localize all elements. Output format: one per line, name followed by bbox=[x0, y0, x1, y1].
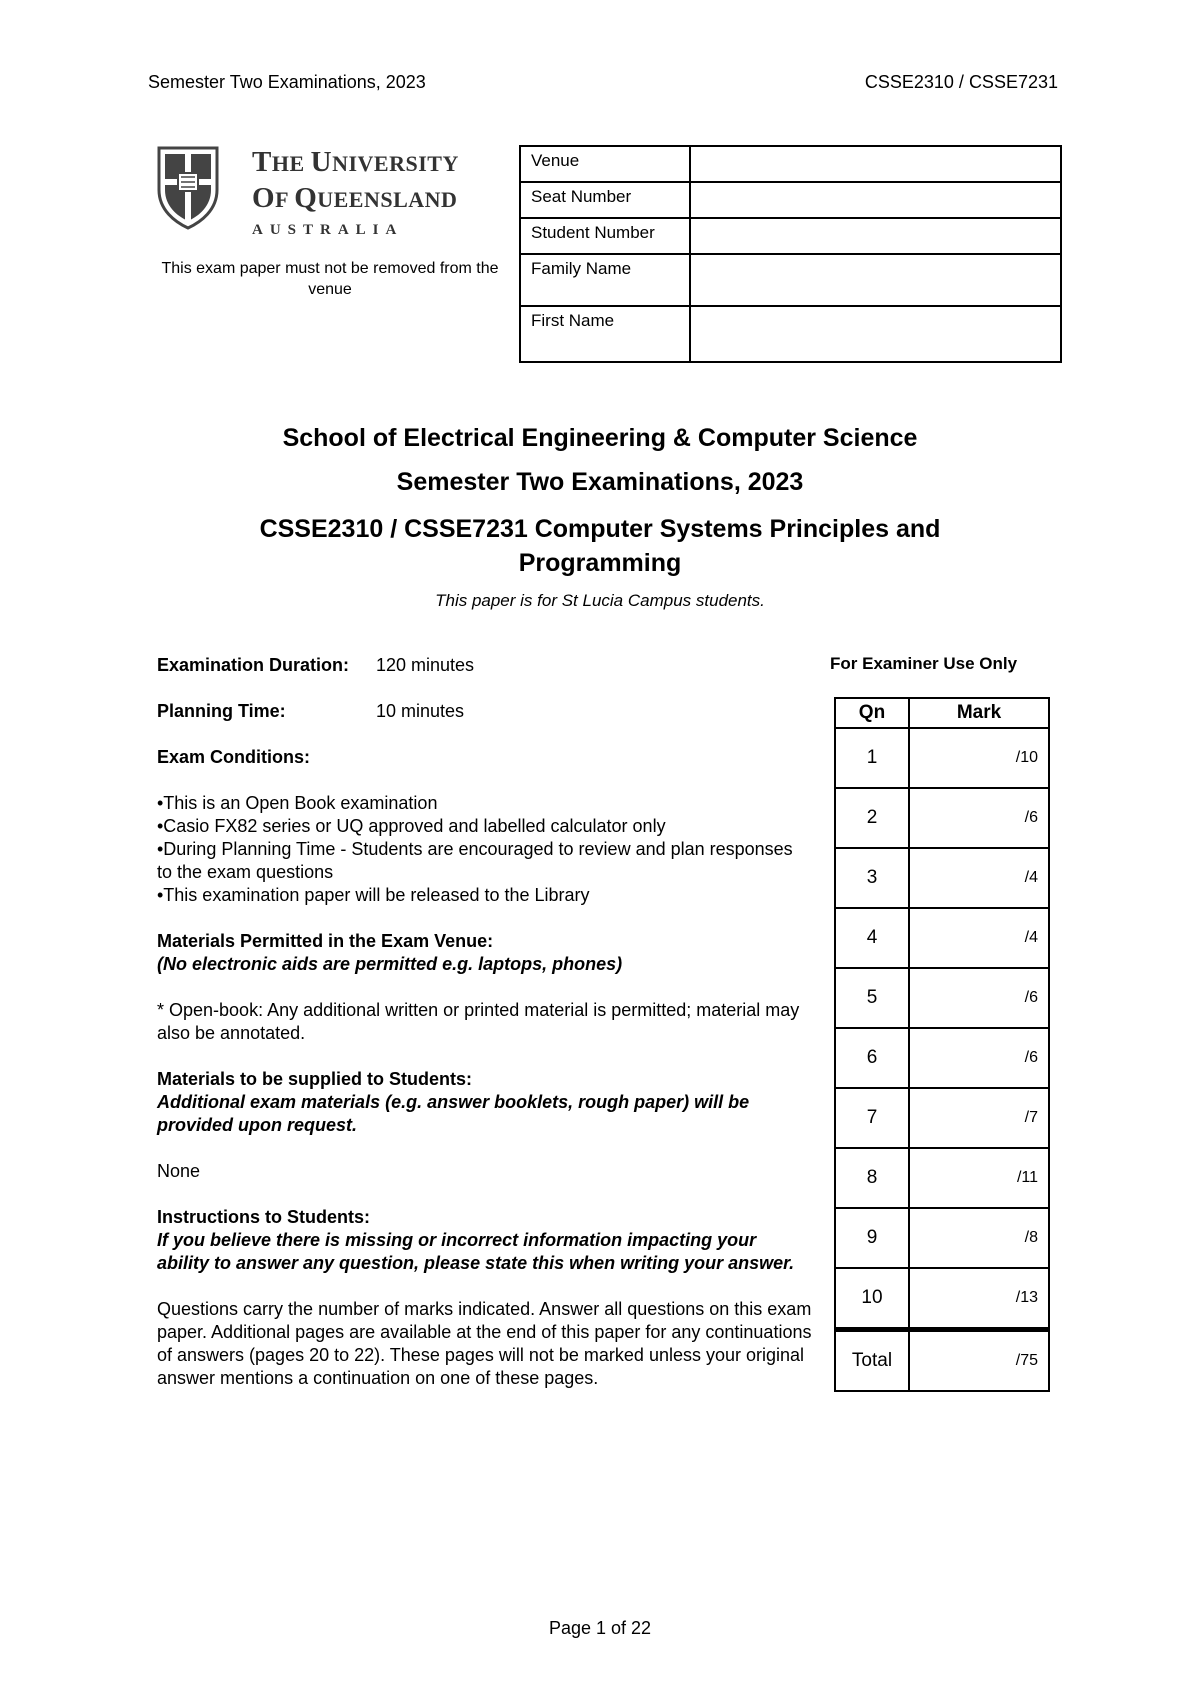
table-row bbox=[835, 1028, 1049, 1088]
table-row bbox=[835, 1208, 1049, 1268]
condition-item: •During Planning Time - Students are encouraged to review and plan responses to the exam questions bbox=[157, 839, 793, 882]
course-title: CSSE2310 / CSSE7231 Computer Systems Principles and Programming bbox=[259, 515, 941, 577]
qn-cell: 6 bbox=[835, 1028, 909, 1088]
permitted-note: (No electronic aids are permitted e.g. laptops, phones) bbox=[157, 954, 623, 974]
family-name-field[interactable] bbox=[690, 254, 1061, 306]
semester-title: Semester Two Examinations, 2023 bbox=[396, 468, 804, 496]
col-mark: Mark bbox=[909, 698, 1049, 728]
logo-line-2: OF QUEENSLAND bbox=[252, 182, 458, 214]
qn-cell: 3 bbox=[835, 848, 909, 908]
venue-label: Venue bbox=[520, 146, 690, 182]
table-row bbox=[835, 908, 1049, 968]
student-details-table bbox=[519, 145, 1062, 363]
student-number-label: Student Number bbox=[520, 218, 690, 254]
school-title: School of Electrical Engineering & Computer Science bbox=[282, 424, 918, 452]
total-mark-cell[interactable]: /75 bbox=[909, 1330, 1049, 1392]
table-row bbox=[835, 968, 1049, 1028]
family-name-label: Family Name bbox=[520, 254, 690, 306]
mark-cell[interactable]: /6 bbox=[909, 968, 1049, 1028]
examiner-heading: For Examiner Use Only bbox=[830, 654, 1018, 673]
mark-cell[interactable]: /6 bbox=[909, 1028, 1049, 1088]
mark-cell[interactable]: /10 bbox=[909, 728, 1049, 788]
qn-cell: 5 bbox=[835, 968, 909, 1028]
first-name-field[interactable] bbox=[690, 306, 1061, 362]
duration-label: Examination Duration: bbox=[157, 655, 350, 675]
open-book-note: * Open-book: Any additional written or printed material is permitted; material may also be annotated. bbox=[157, 1000, 800, 1043]
removal-notice: This exam paper must not be removed from the venue bbox=[161, 260, 499, 298]
total-label: Total bbox=[835, 1330, 909, 1392]
table-row bbox=[835, 1088, 1049, 1148]
first-name-label: First Name bbox=[520, 306, 690, 362]
qn-cell: 7 bbox=[835, 1088, 909, 1148]
qn-cell: 2 bbox=[835, 788, 909, 848]
mark-cell[interactable]: /4 bbox=[909, 908, 1049, 968]
mark-cell[interactable]: /13 bbox=[909, 1268, 1049, 1330]
marks-table bbox=[834, 697, 1050, 1392]
planning-label: Planning Time: bbox=[157, 701, 286, 721]
header-left: Semester Two Examinations, 2023 bbox=[148, 72, 426, 92]
student-number-field[interactable] bbox=[690, 218, 1061, 254]
table-row bbox=[835, 728, 1049, 788]
logo-line-1: THE UNIVERSITY bbox=[252, 146, 459, 178]
permitted-heading: Materials Permitted in the Exam Venue: bbox=[157, 931, 494, 951]
table-row bbox=[835, 1148, 1049, 1208]
mark-cell[interactable]: /7 bbox=[909, 1088, 1049, 1148]
instructions-note: If you believe there is missing or incorrect information impacting your ability to answer any question, please state this when writing your answer. bbox=[157, 1230, 795, 1273]
instructions-heading: Instructions to Students: bbox=[157, 1207, 370, 1227]
seat-number-label: Seat Number bbox=[520, 182, 690, 218]
planning-value: 10 minutes bbox=[376, 701, 465, 721]
table-row bbox=[835, 788, 1049, 848]
condition-item: •This examination paper will be released to the Library bbox=[157, 885, 590, 905]
header-right: CSSE2310 / CSSE7231 bbox=[864, 72, 1058, 92]
qn-cell: 1 bbox=[835, 728, 909, 788]
page-number: Page 1 of 22 bbox=[548, 1618, 652, 1638]
table-row bbox=[835, 848, 1049, 908]
supplied-heading: Materials to be supplied to Students: bbox=[157, 1069, 473, 1089]
mark-cell[interactable]: /6 bbox=[909, 788, 1049, 848]
mark-cell[interactable]: /4 bbox=[909, 848, 1049, 908]
condition-item: •This is an Open Book examination bbox=[157, 793, 438, 813]
instructions-body: Questions carry the number of marks indicated. Answer all questions on this exam paper. Additional pages are available at the end of this paper for any continuations of answers (pages 20 to 22). These pages will not be marked unless your original answer mentions a continuation on one of these pages. bbox=[157, 1299, 812, 1388]
qn-cell: 9 bbox=[835, 1208, 909, 1268]
table-row bbox=[835, 1268, 1049, 1330]
logo-line-3: AUSTRALIA bbox=[252, 222, 404, 238]
conditions-heading: Exam Conditions: bbox=[157, 747, 311, 767]
mark-cell[interactable]: /8 bbox=[909, 1208, 1049, 1268]
mark-cell[interactable]: /11 bbox=[909, 1148, 1049, 1208]
qn-cell: 4 bbox=[835, 908, 909, 968]
uq-crest-icon bbox=[157, 146, 219, 230]
qn-cell: 8 bbox=[835, 1148, 909, 1208]
venue-field[interactable] bbox=[690, 146, 1061, 182]
supplied-value: None bbox=[157, 1161, 201, 1181]
supplied-note: Additional exam materials (e.g. answer booklets, rough paper) will be provided upon request. bbox=[157, 1092, 750, 1135]
duration-value: 120 minutes bbox=[376, 655, 475, 675]
campus-note: This paper is for St Lucia Campus students. bbox=[435, 591, 765, 610]
qn-cell: 10 bbox=[835, 1268, 909, 1330]
col-qn: Qn bbox=[835, 698, 909, 728]
uq-logo bbox=[157, 146, 502, 242]
condition-item: •Casio FX82 series or UQ approved and labelled calculator only bbox=[157, 816, 666, 836]
total-row bbox=[835, 1330, 1049, 1392]
seat-number-field[interactable] bbox=[690, 182, 1061, 218]
exam-details bbox=[157, 654, 812, 1390]
